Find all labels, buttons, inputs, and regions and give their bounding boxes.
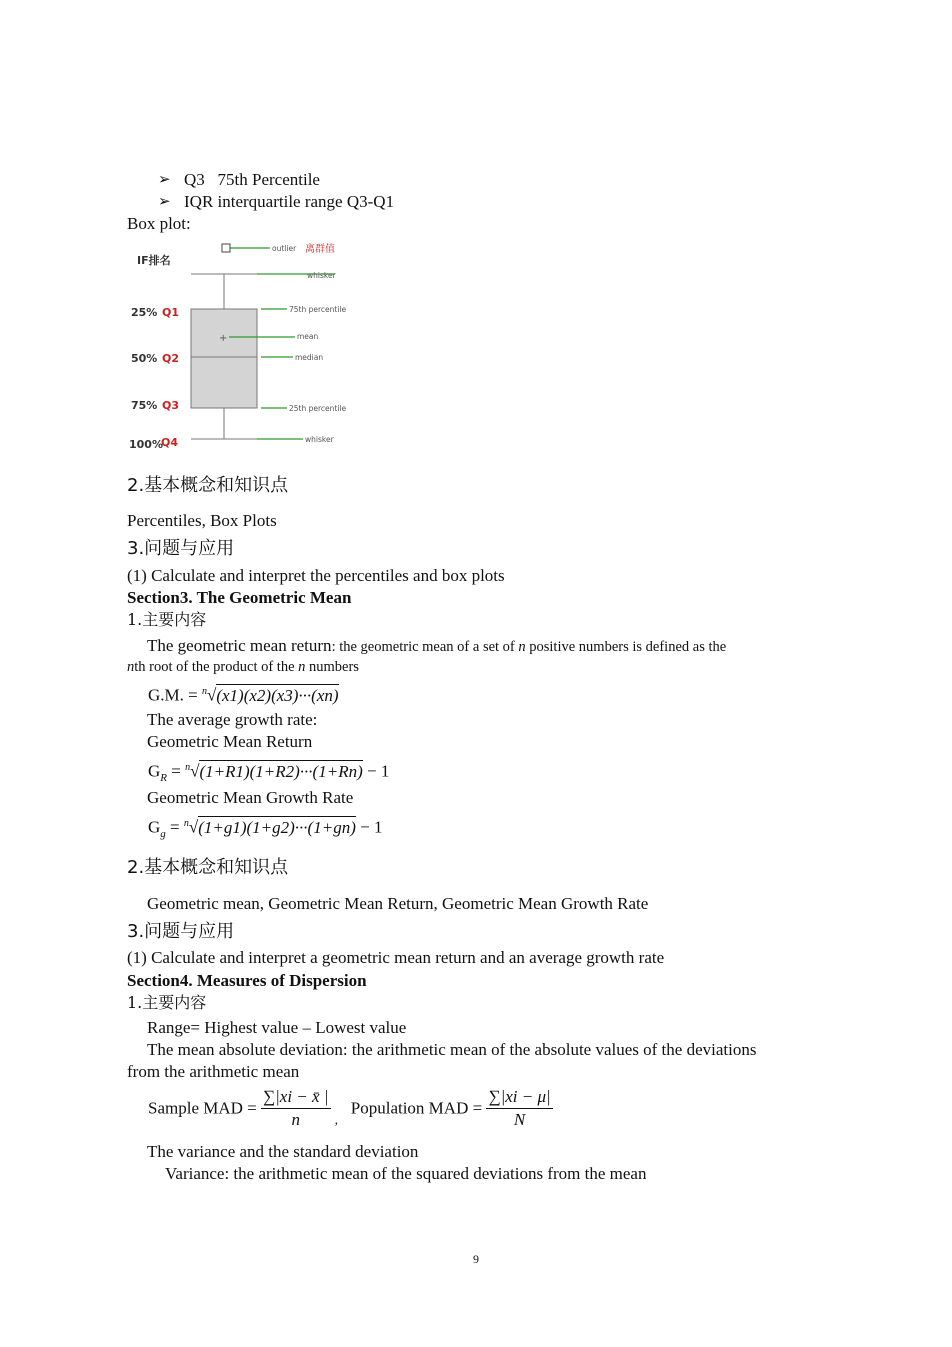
boxplot-mean-marker: + bbox=[219, 333, 228, 344]
s4-var-heading: The variance and the standard deviation bbox=[147, 1142, 419, 1161]
boxplot-right-outlier: outlier bbox=[272, 244, 297, 253]
s3-def-line2: nth root of the product of the n numbers bbox=[127, 659, 359, 675]
boxplot-right-whisker-top: whisker bbox=[307, 271, 336, 280]
mad-formulas: Sample MAD = $\frac{\sum|xi - x̄ |}{n}$ , Population MAD = $\frac{\sum|xi - \mu|}{N}$ bbox=[148, 1087, 551, 1129]
s4-mad-line1: The mean absolute deviation: the arithmetic mean of the absolute values of the deviations bbox=[147, 1040, 757, 1059]
s2-concepts-heading: 2.基本概念和知识点 bbox=[127, 475, 289, 496]
boxplot-label-q2-pct: 50% bbox=[131, 352, 158, 365]
s4-range-text: Range= Highest value – Lowest value bbox=[147, 1018, 407, 1037]
boxplot-label-q1-pct: 25% bbox=[131, 306, 158, 319]
boxplot-box bbox=[191, 309, 257, 408]
boxplot-label-q3-pct: 75% bbox=[131, 399, 158, 412]
boxplot-heading: Box plot: bbox=[127, 214, 191, 233]
sample-mad-fraction: $\frac{\sum|xi - x̄ |}{n}$ bbox=[263, 1087, 329, 1129]
s3-return-label: Geometric Mean Return bbox=[147, 732, 313, 751]
s3-growth-label: The average growth rate: bbox=[147, 710, 318, 729]
s4-title: Section4. Measures of Dispersion bbox=[127, 971, 367, 990]
boxplot-right-whisker-bottom: whisker bbox=[305, 435, 334, 444]
boxplot-label-q2: Q2 bbox=[162, 352, 180, 365]
population-mad-fraction: $\frac{\sum|xi - \mu|}{N}$ bbox=[488, 1087, 551, 1129]
s3-problems-heading: 3.问题与应用 bbox=[127, 921, 235, 942]
boxplot-right-median: median bbox=[295, 353, 324, 362]
boxplot-label-q4: Q4 bbox=[161, 436, 179, 449]
gr-formula: $G_R = ^n√(1+R1)(1+R2)\cdot\cdot\cdot(1+Rn) - 1$ bbox=[148, 761, 390, 785]
boxplot-right-p25: 25th percentile bbox=[289, 404, 347, 413]
boxplot-label-top: IF排名 bbox=[137, 254, 171, 267]
bullet-arrow-icon: ➢ bbox=[158, 192, 171, 210]
s2-concepts-text: Percentiles, Box Plots bbox=[127, 511, 277, 530]
s3-concepts-text: Geometric mean, Geometric Mean Return, Geometric Mean Growth Rate bbox=[147, 894, 649, 913]
s3-concepts-heading: 2.基本概念和知识点 bbox=[127, 857, 289, 878]
boxplot-label-q4-pct: 100% bbox=[129, 438, 163, 451]
s3-content-heading: 1.主要内容 bbox=[127, 610, 207, 629]
s3-growthrate-label: Geometric Mean Growth Rate bbox=[147, 788, 354, 807]
boxplot-right-outlier-cn: 离群值 bbox=[305, 244, 335, 255]
s4-mad-line2: from the arithmetic mean bbox=[127, 1062, 300, 1081]
boxplot-right-mean: mean bbox=[297, 332, 319, 341]
bullet-q3: Q3 75th Percentile bbox=[184, 170, 320, 189]
s4-var-def: Variance: the arithmetic mean of the squared deviations from the mean bbox=[165, 1164, 647, 1183]
gm-formula: G.M. = $^n$√(x1)(x2)(x3)···(xn) bbox=[148, 685, 339, 705]
boxplot-label-q1: Q1 bbox=[162, 306, 180, 319]
s3-title: Section3. The Geometric Mean bbox=[127, 588, 352, 607]
s2-problems-text: (1) Calculate and interpret the percentiles and box plots bbox=[127, 566, 505, 585]
s2-problems-heading: 3.问题与应用 bbox=[127, 538, 235, 559]
s4-content-heading: 1.主要内容 bbox=[127, 993, 207, 1012]
boxplot-right-p75: 75th percentile bbox=[289, 305, 347, 314]
page-number: 9 bbox=[473, 1252, 479, 1266]
s3-problems-text: (1) Calculate and interpret a geometric mean return and an average growth rate bbox=[127, 948, 665, 967]
bullet-arrow-icon: ➢ bbox=[158, 170, 171, 188]
boxplot-label-q3: Q3 bbox=[162, 399, 180, 412]
s3-def-line1: The geometric mean return: the geometric mean of a set of n positive numbers is defined as the bbox=[147, 636, 727, 655]
bullet-iqr: IQR interquartile range Q3-Q1 bbox=[184, 192, 395, 211]
boxplot-figure bbox=[125, 236, 365, 458]
boxplot-outlier-marker bbox=[222, 244, 230, 252]
gg-formula: $G_g = ^n√(1+g1)(1+g2)\cdot\cdot\cdot(1+gn) - 1$ bbox=[148, 817, 383, 841]
